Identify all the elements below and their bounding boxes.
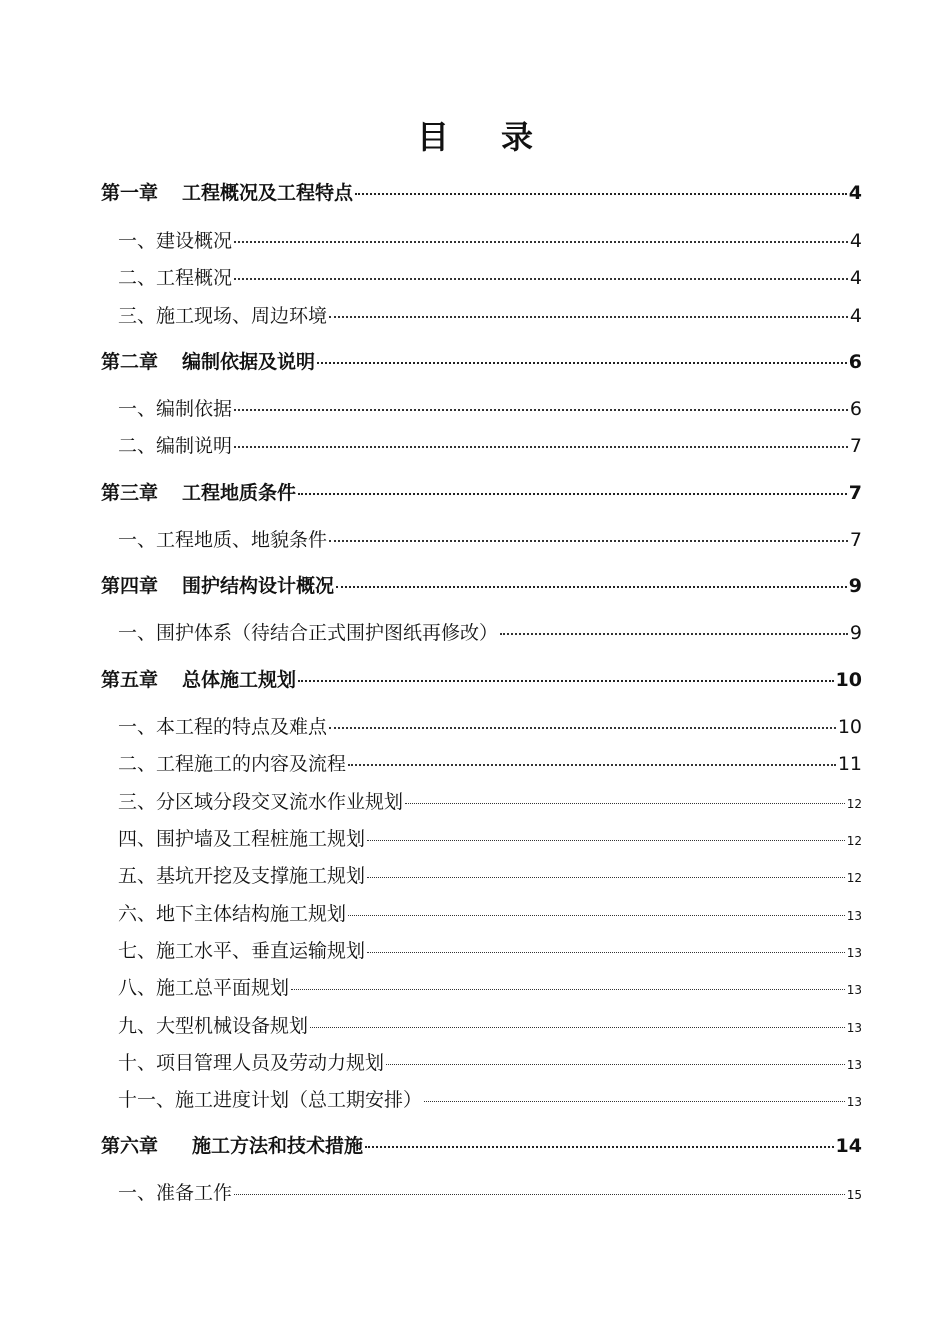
page-number: 12	[846, 834, 862, 848]
section-title: 三、分区域分段交叉流水作业规划	[118, 791, 404, 813]
toc-section-2-2[interactable]	[118, 434, 862, 458]
section-title: 六、地下主体结构施工规划	[118, 903, 347, 925]
section-title: 十、项目管理人员及劳动力规划	[118, 1052, 385, 1074]
chapter-title: 围护结构设计概况	[182, 575, 335, 597]
toc-chapter-4[interactable]	[101, 574, 862, 598]
page-number: 11	[837, 753, 862, 775]
chapter-number: 第二章	[101, 351, 159, 373]
dot-leader	[234, 446, 848, 448]
chapter-number: 第三章	[101, 482, 159, 504]
toc-section-5-8[interactable]	[118, 976, 862, 1002]
dot-leader	[234, 241, 848, 243]
toc-section-1-2[interactable]	[118, 266, 862, 290]
chapter-number: 第五章	[101, 669, 159, 691]
dot-leader	[405, 803, 845, 804]
toc-chapter-5[interactable]	[101, 668, 862, 692]
section-title: 二、工程施工的内容及流程	[118, 753, 347, 775]
toc-section-5-11[interactable]	[118, 1088, 862, 1114]
section-title: 二、工程概况	[118, 267, 233, 289]
page-number: 4	[849, 230, 862, 252]
dot-leader	[367, 952, 845, 953]
section-title: 一、本工程的特点及难点	[118, 716, 328, 738]
section-title: 三、施工现场、周边环境	[118, 305, 328, 327]
toc-section-5-3[interactable]	[118, 790, 862, 816]
section-title: 一、编制依据	[118, 398, 233, 420]
chapter-title: 总体施工规划	[182, 669, 297, 691]
title-char-1: 目	[416, 118, 449, 156]
toc-section-5-9[interactable]	[118, 1014, 862, 1040]
dot-leader	[348, 915, 845, 916]
toc-section-2-1[interactable]	[118, 397, 862, 421]
dot-leader	[355, 193, 847, 195]
dot-leader	[234, 278, 848, 280]
section-title: 一、围护体系（待结合正式围护图纸再修改）	[118, 622, 499, 644]
page-number: 7	[848, 482, 862, 504]
page-number: 14	[835, 1135, 862, 1157]
dot-leader	[386, 1064, 845, 1065]
dot-leader	[365, 1146, 834, 1148]
dot-leader	[424, 1101, 845, 1102]
page-number: 12	[846, 797, 862, 811]
toc-section-4-1[interactable]	[118, 621, 862, 645]
dot-leader	[317, 362, 847, 364]
dot-leader	[310, 1027, 845, 1028]
page-number: 9	[848, 575, 862, 597]
chapter-title: 施工方法和技术措施	[192, 1135, 364, 1157]
page-number: 6	[848, 351, 862, 373]
dot-leader	[367, 877, 845, 878]
page-number: 4	[849, 267, 862, 289]
dot-leader	[298, 493, 847, 495]
toc-section-5-7[interactable]	[118, 939, 862, 965]
toc-section-5-4[interactable]	[118, 827, 862, 853]
section-title: 九、大型机械设备规划	[118, 1015, 309, 1037]
toc-chapter-6[interactable]	[101, 1134, 862, 1158]
dot-leader	[329, 316, 848, 318]
chapter-title: 编制依据及说明	[182, 351, 316, 373]
dot-leader	[329, 727, 836, 729]
toc-chapter-3[interactable]	[101, 481, 862, 505]
page-number: 13	[846, 946, 862, 960]
toc-chapter-2[interactable]	[101, 350, 862, 374]
dot-leader	[234, 409, 848, 411]
toc-chapter-1[interactable]	[101, 181, 862, 205]
section-title: 一、工程地质、地貌条件	[118, 529, 328, 551]
section-title: 二、编制说明	[118, 435, 233, 457]
section-title: 四、围护墙及工程桩施工规划	[118, 828, 366, 850]
dot-leader	[329, 540, 848, 542]
toc-section-1-3[interactable]	[118, 304, 862, 328]
page-number: 9	[849, 622, 862, 644]
section-title: 七、施工水平、垂直运输规划	[118, 940, 366, 962]
page-number: 13	[846, 909, 862, 923]
page-number: 12	[846, 871, 862, 885]
toc-section-5-2[interactable]	[118, 752, 862, 776]
section-title: 一、建设概况	[118, 230, 233, 252]
page-number: 13	[846, 1095, 862, 1109]
section-title: 五、基坑开挖及支撑施工规划	[118, 865, 366, 887]
title-char-2: 录	[501, 118, 534, 156]
page-number: 4	[848, 182, 862, 204]
page-number: 4	[849, 305, 862, 327]
chapter-number: 第六章	[101, 1135, 159, 1157]
toc-section-5-5[interactable]	[118, 864, 862, 890]
chapter-number: 第四章	[101, 575, 159, 597]
page-number: 15	[846, 1188, 862, 1202]
section-title: 八、施工总平面规划	[118, 977, 290, 999]
toc-section-6-1[interactable]	[118, 1181, 862, 1207]
dot-leader	[336, 586, 847, 588]
section-title: 十一、施工进度计划（总工期安排）	[118, 1089, 423, 1111]
toc-section-5-1[interactable]	[118, 715, 862, 739]
page-number: 7	[849, 435, 862, 457]
chapter-number: 第一章	[101, 182, 159, 204]
dot-leader	[367, 840, 845, 841]
toc-section-5-6[interactable]	[118, 902, 862, 928]
section-title: 一、准备工作	[118, 1182, 233, 1204]
dot-leader	[348, 764, 836, 766]
toc-section-1-1[interactable]	[118, 229, 862, 253]
page-number: 13	[846, 1021, 862, 1035]
page-number: 10	[837, 716, 862, 738]
page-number: 13	[846, 983, 862, 997]
page-number: 10	[835, 669, 862, 691]
page-number: 7	[849, 529, 862, 551]
toc-section-5-10[interactable]	[118, 1051, 862, 1077]
dot-leader	[234, 1194, 845, 1195]
dot-leader	[291, 989, 845, 990]
page-number: 6	[849, 398, 862, 420]
chapter-title: 工程地质条件	[182, 482, 297, 504]
dot-leader	[500, 633, 848, 635]
chapter-title: 工程概况及工程特点	[182, 182, 354, 204]
dot-leader	[298, 680, 834, 682]
page-number: 13	[846, 1058, 862, 1072]
page-title	[0, 112, 950, 158]
toc-section-3-1[interactable]	[118, 528, 862, 552]
